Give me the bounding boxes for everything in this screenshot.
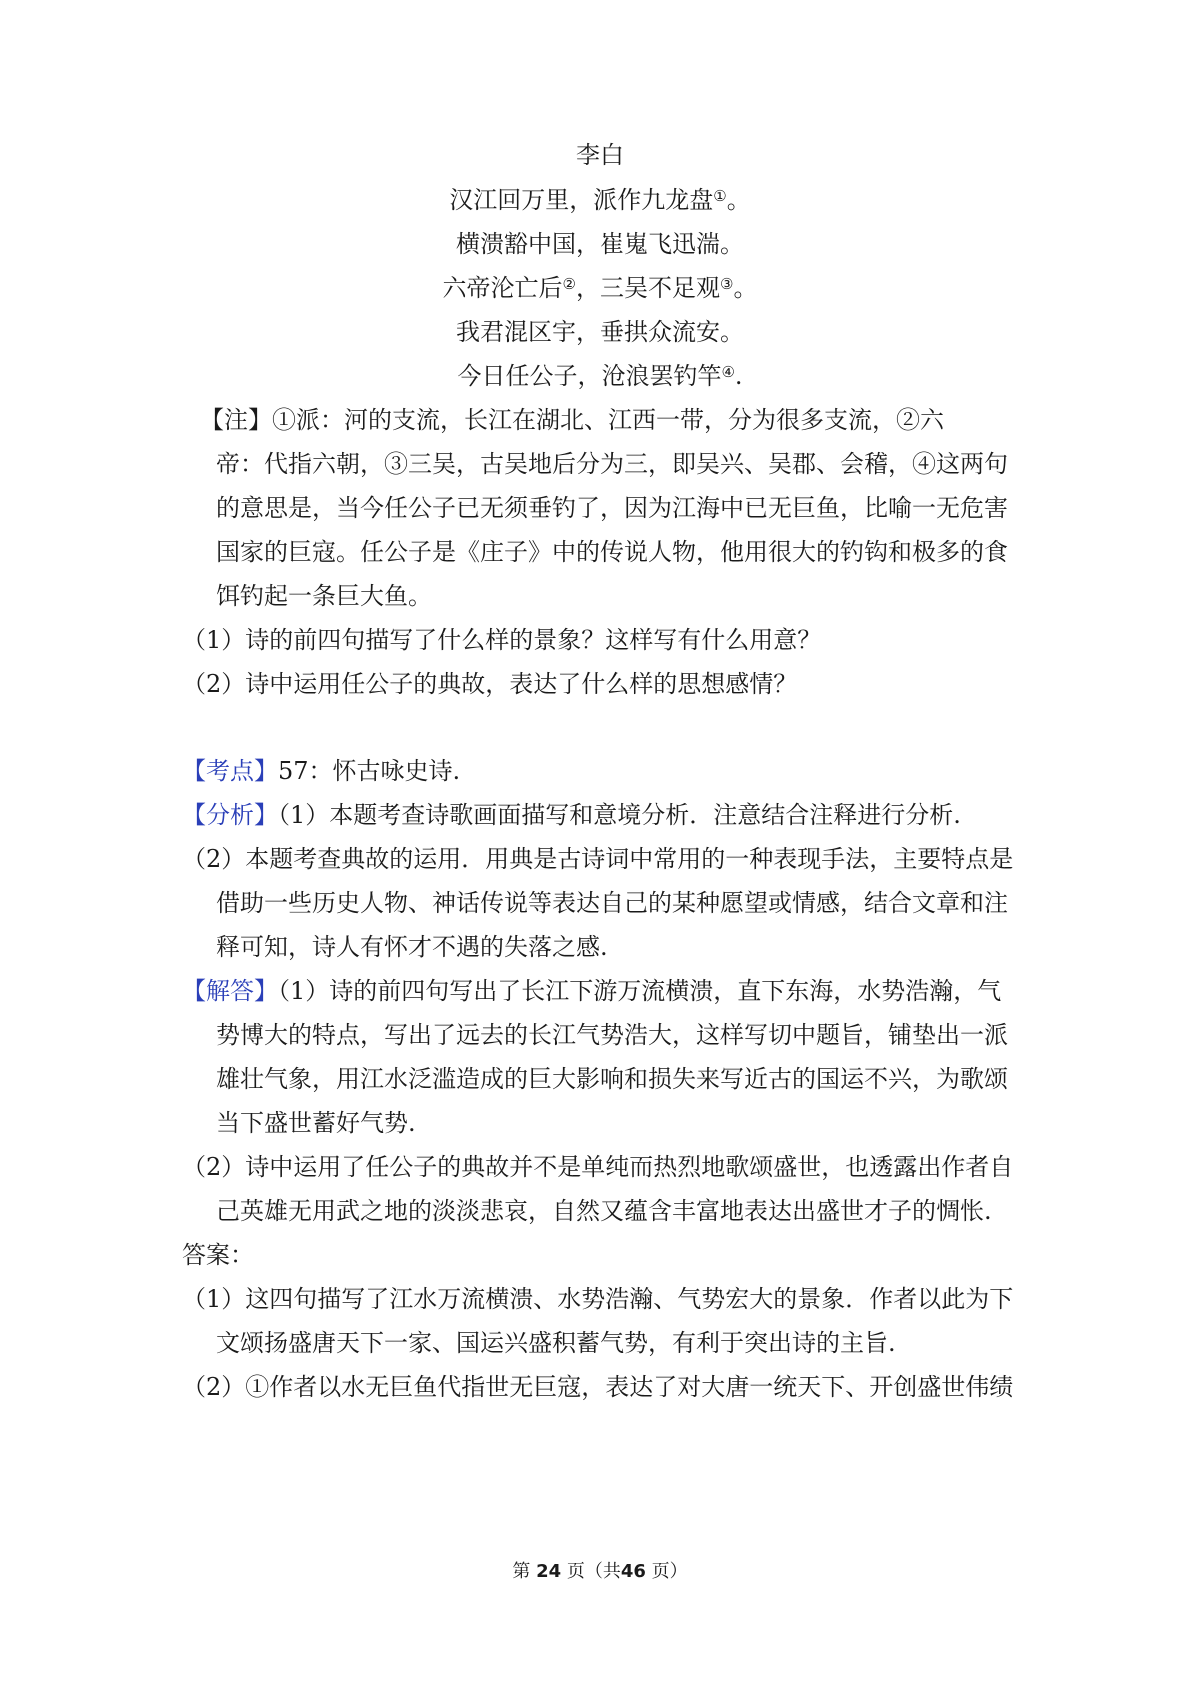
poem-line: 横溃豁中国，崔嵬飞迅湍。 (456, 230, 744, 258)
poem-line: 六帝沦亡后②，三吴不足观③。 (442, 274, 758, 302)
fenxi-line: （2）本题考查典故的运用．用典是古诗词中常用的一种表现手法，主要特点是 (182, 845, 1014, 873)
kaodian-tag: 【考点】 (182, 757, 278, 785)
poem-line: 今日任公子，沧浪罢钓竿④. (457, 362, 743, 390)
jieda-line: 己英雄无用武之地的淡淡悲哀，自然又蕴含丰富地表达出盛世才子的惆怅. (216, 1197, 992, 1225)
answer-line: 文颂扬盛唐天下一家、国运兴盛积蓄气势，有利于突出诗的主旨. (216, 1329, 896, 1357)
answer-line: （1）这四句描写了江水万流横溃、水势浩瀚、气势宏大的景象．作者以此为下 (182, 1285, 1014, 1313)
jieda-line: （2）诗中运用了任公子的典故并不是单纯而热烈地歌颂盛世，也透露出作者自 (182, 1153, 1014, 1181)
note-line: 的意思是，当今任公子已无须垂钓了，因为江海中已无巨鱼，比喻一无危害 (216, 494, 1008, 522)
page-number: 24 (536, 1561, 562, 1582)
poem-line: 汉江回万里，派作九龙盘①。 (449, 186, 751, 214)
jieda-line: 当下盛世蓄好气势. (216, 1109, 416, 1137)
jieda-line: 势博大的特点，写出了远去的长江气势浩大，这样写切中题旨，铺垫出一派 (216, 1021, 1008, 1049)
question-1: （1）诗的前四句描写了什么样的景象？这样写有什么用意？ (182, 626, 822, 654)
note-line: 饵钓起一条巨大鱼。 (216, 582, 432, 610)
fenxi-line: 借助一些历史人物、神话传说等表达自己的某种愿望或情感，结合文章和注 (216, 889, 1008, 917)
kaodian: 【考点】57：怀古咏史诗. (182, 757, 461, 785)
fenxi-tag: 【分析】 (182, 801, 278, 829)
jieda: 【解答】（1）诗的前四句写出了长江下游万流横溃，直下东海，水势浩瀚，气 (182, 977, 1002, 1005)
poem-line: 我君混区宇，垂拱众流安。 (456, 318, 744, 346)
jieda-line: 雄壮气象，用江水泛滥造成的巨大影响和损失来写近古的国运不兴，为歌颂 (216, 1065, 1008, 1093)
answer-label: 答案： (182, 1241, 254, 1269)
answer-line: （2）①作者以水无巨鱼代指世无巨寇，表达了对大唐一统天下、开创盛世伟绩 (182, 1373, 1014, 1401)
page-total: 46 (620, 1561, 646, 1582)
question-2: （2）诗中运用任公子的典故，表达了什么样的思想感情？ (182, 670, 798, 698)
fenxi-line: 释可知，诗人有怀才不遇的失落之感. (216, 933, 608, 961)
note-line: 【注】①派：河的支流，长江在湖北、江西一带，分为很多支流，②六 (200, 406, 944, 434)
jieda-tag: 【解答】 (182, 977, 278, 1005)
note-line: 国家的巨寇。任公子是《庄子》中的传说人物，他用很大的钓钩和极多的食 (216, 538, 1008, 566)
fenxi: 【分析】（1）本题考查诗歌画面描写和意境分析．注意结合注释进行分析. (182, 801, 961, 829)
note-line: 帝：代指六朝，③三吴，古吴地后分为三，即吴兴、吴郡、会稽，④这两句 (216, 450, 1008, 478)
poem-author: 李白 (576, 141, 624, 169)
page-footer: 第 24 页（共46 页） (512, 1561, 688, 1582)
